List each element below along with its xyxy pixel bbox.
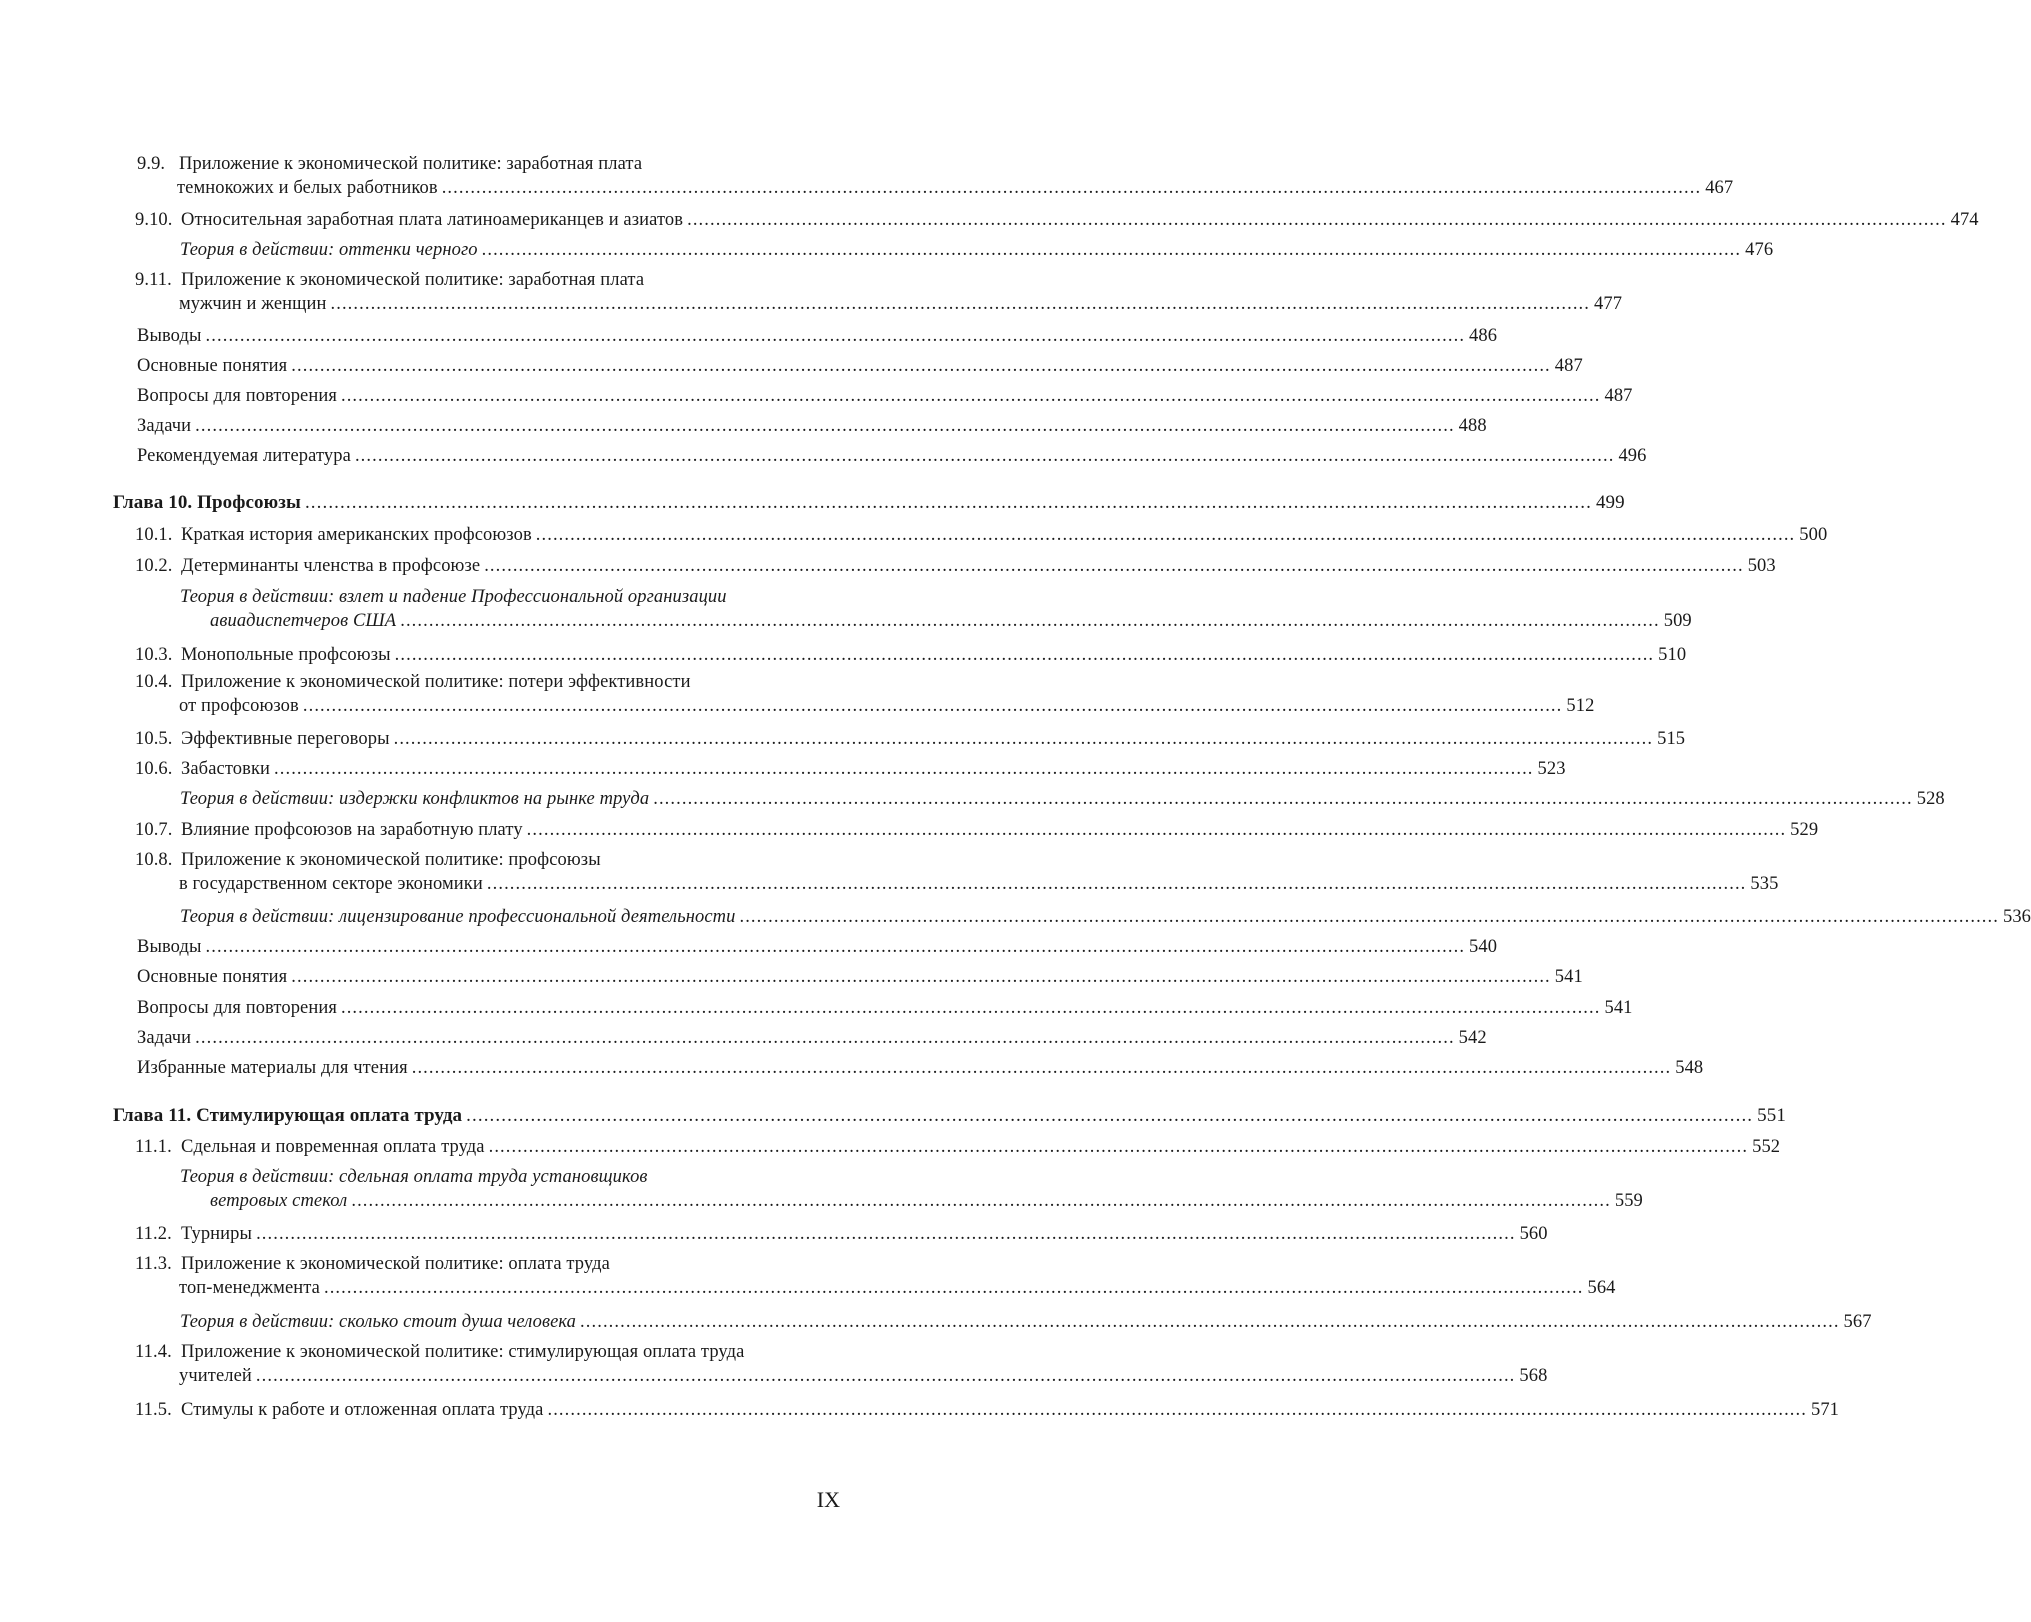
toc-item-number: 9.10. <box>135 210 173 230</box>
toc-item-number: 10.4. <box>135 672 173 692</box>
toc-item-number: 10.7. <box>135 820 173 840</box>
toc-item-number: 10.2. <box>135 556 173 576</box>
dot-leader: ............................................................................................................................................................................................................................ <box>739 907 1999 927</box>
dot-leader: ............................................................................................................................................................................................................................ <box>653 789 1913 809</box>
toc-page-number: 551 <box>1757 1105 1786 1126</box>
toc-item-number: 10.5. <box>135 729 173 749</box>
toc-item-title: Приложение к экономической политике: заработная плата <box>179 154 643 174</box>
toc-item-number: 10.6. <box>135 759 173 779</box>
toc-item-title: Теория в действии: издержки конфликтов на рынке труда <box>180 789 650 809</box>
toc-item-title: Приложение к экономической политике: заработная плата <box>181 270 645 290</box>
toc-item-title: Задачи <box>137 416 192 436</box>
toc-item-title: Эффективные переговоры <box>181 729 390 749</box>
toc-item-title: топ-менеджмента <box>179 1278 320 1298</box>
toc-item-title: Стимулы к работе и отложенная оплата труда <box>181 1400 544 1420</box>
toc-item-number: 11.4. <box>135 1342 172 1362</box>
toc-item-number: 11.1. <box>135 1137 172 1157</box>
toc-item-number: 9.11. <box>135 270 172 290</box>
toc-page-number: 523 <box>1537 759 1566 779</box>
dot-leader: ............................................................................................................................................................................................................................ <box>304 492 1592 513</box>
dot-leader: ............................................................................................................................................................................................................................ <box>340 386 1601 406</box>
toc-page-number: 535 <box>1750 874 1779 894</box>
toc-item-title: Сдельная и повременная оплата труда <box>181 1137 485 1157</box>
toc-item-title: Теория в действии: взлет и падение Профессиональной организации <box>180 587 727 607</box>
dot-leader: ............................................................................................................................................................................................................................ <box>256 1224 1516 1244</box>
dot-leader: ............................................................................................................................................................................................................................ <box>488 1137 1749 1157</box>
toc-item-title: Монопольные профсоюзы <box>181 645 391 665</box>
toc-item-title: Глава 11. Стимулирующая оплата труда <box>113 1105 463 1126</box>
dot-leader: ............................................................................................................................................................................................................................ <box>205 937 1466 957</box>
dot-leader: ............................................................................................................................................................................................................................ <box>302 696 1563 716</box>
toc-item-title: от профсоюзов <box>179 696 299 716</box>
dot-leader: ............................................................................................................................................................................................................................ <box>195 1028 1455 1048</box>
dot-leader: ............................................................................................................................................................................................................................ <box>400 611 1660 631</box>
toc-item-title: Приложение к экономической политике: оплата труда <box>181 1254 610 1274</box>
toc-item-title: Приложение к экономической политике: потери эффективности <box>181 672 691 692</box>
dot-leader: ............................................................................................................................................................................................................................ <box>466 1105 1754 1126</box>
toc-item-title: Основные понятия <box>137 967 288 987</box>
dot-leader: ............................................................................................................................................................................................................................ <box>354 446 1615 466</box>
toc-page-number: 536 <box>2002 907 2031 927</box>
toc-item-number: 11.2. <box>135 1224 172 1244</box>
toc-page-number: 499 <box>1595 492 1625 513</box>
dot-leader: ............................................................................................................................................................................................................................ <box>687 210 1947 230</box>
toc-page-number: 476 <box>1745 240 1774 260</box>
toc-item-title: учителей <box>179 1366 252 1386</box>
dot-leader: ............................................................................................................................................................................................................................ <box>441 178 1702 198</box>
toc-item-number: 9.9. <box>137 154 166 174</box>
toc-item-title: Влияние профсоюзов на заработную плату <box>181 820 523 840</box>
toc-item-title: Теория в действии: сдельная оплата труда установщиков <box>180 1167 648 1187</box>
toc-item-title: Теория в действии: сколько стоит душа человека <box>180 1312 577 1332</box>
toc-page-number: 564 <box>1587 1278 1616 1298</box>
toc-page-number: 542 <box>1458 1028 1487 1048</box>
toc-page-number: 541 <box>1554 967 1583 987</box>
toc-page-number: 529 <box>1790 820 1819 840</box>
dot-leader: ............................................................................................................................................................................................................................ <box>535 525 1796 545</box>
toc-page-number: 487 <box>1604 386 1633 406</box>
toc-item-title: Турниры <box>181 1224 253 1244</box>
toc-page-number: 515 <box>1657 729 1686 749</box>
toc-page-number: 567 <box>1843 1312 1872 1332</box>
toc-page-number: 512 <box>1566 696 1595 716</box>
toc-item-title: Рекомендуемая литература <box>137 446 351 466</box>
toc-item-number: 11.5. <box>135 1400 172 1420</box>
dot-leader: ............................................................................................................................................................................................................................ <box>274 759 1534 779</box>
toc-item-title: Детерминанты членства в профсоюзе <box>181 556 481 576</box>
toc-item-title: Приложение к экономической политике: профсоюзы <box>181 850 601 870</box>
dot-leader: ............................................................................................................................................................................................................................ <box>323 1278 1584 1298</box>
dot-leader: ............................................................................................................................................................................................................................ <box>547 1400 1807 1420</box>
toc-item-title: Выводы <box>137 326 202 346</box>
toc-item-title: темнокожих и белых работников <box>177 178 438 198</box>
toc-item-title: Теория в действии: оттенки черного <box>180 240 478 260</box>
dot-leader: ............................................................................................................................................................................................................................ <box>291 356 1551 376</box>
dot-leader: ............................................................................................................................................................................................................................ <box>340 998 1601 1018</box>
toc-page-number: 510 <box>1658 645 1687 665</box>
toc-item-title: Теория в действии: лицензирование профессиональной деятельности <box>180 907 736 927</box>
toc-item-title: Вопросы для повторения <box>137 386 337 406</box>
toc-page-number: 503 <box>1747 556 1776 576</box>
toc-page-number: 486 <box>1469 326 1498 346</box>
toc-item-title: мужчин и женщин <box>179 294 327 314</box>
toc-page-number: 552 <box>1752 1137 1781 1157</box>
dot-leader: ............................................................................................................................................................................................................................ <box>195 416 1455 436</box>
toc-item-title: Основные понятия <box>137 356 288 376</box>
toc-item-title: в государственном секторе экономики <box>179 874 483 894</box>
toc-item-title: Задачи <box>137 1028 192 1048</box>
dot-leader: ............................................................................................................................................................................................................................ <box>580 1312 1840 1332</box>
toc-item-title: Забастовки <box>181 759 271 779</box>
dot-leader: ............................................................................................................................................................................................................................ <box>486 874 1747 894</box>
toc-page-number: 487 <box>1554 356 1583 376</box>
toc-page-number: 467 <box>1705 178 1734 198</box>
dot-leader: ............................................................................................................................................................................................................................ <box>205 326 1466 346</box>
page-number: IX <box>816 1487 840 1512</box>
toc-item-title: ветровых стекол <box>210 1191 348 1211</box>
toc-item-title: Выводы <box>137 937 202 957</box>
dot-leader: ............................................................................................................................................................................................................................ <box>484 556 1744 576</box>
dot-leader: ............................................................................................................................................................................................................................ <box>255 1366 1516 1386</box>
toc-item-number: 11.3. <box>135 1254 172 1274</box>
toc-item-title: Относительная заработная плата латиноамериканцев и азиатов <box>181 210 684 230</box>
dot-leader: ............................................................................................................................................................................................................................ <box>411 1058 1672 1078</box>
dot-leader: ............................................................................................................................................................................................................................ <box>351 1191 1611 1211</box>
dot-leader: ............................................................................................................................................................................................................................ <box>393 729 1654 749</box>
toc-item-title: авиадиспетчеров США <box>210 611 397 631</box>
toc-page-number: 500 <box>1799 525 1828 545</box>
toc-item-number: 10.3. <box>135 645 173 665</box>
toc-page-number: 477 <box>1594 294 1623 314</box>
dot-leader: ............................................................................................................................................................................................................................ <box>394 645 1655 665</box>
toc-item-title: Приложение к экономической политике: стимулирующая оплата труда <box>181 1342 745 1362</box>
dot-leader: ............................................................................................................................................................................................................................ <box>526 820 1787 840</box>
toc-item-number: 10.1. <box>135 525 173 545</box>
toc-page-number: 548 <box>1675 1058 1704 1078</box>
toc-item-number: 10.8. <box>135 850 173 870</box>
toc-page-number: 509 <box>1663 611 1692 631</box>
toc-page-number: 560 <box>1519 1224 1548 1244</box>
dot-leader: ............................................................................................................................................................................................................................ <box>481 240 1742 260</box>
toc-page-number: 571 <box>1810 1400 1840 1420</box>
dot-leader: ............................................................................................................................................................................................................................ <box>291 967 1551 987</box>
toc-page-number: 474 <box>1950 210 1979 230</box>
toc-page-number: 496 <box>1618 446 1647 466</box>
toc-page-number: 568 <box>1519 1366 1548 1386</box>
toc-page-number: 541 <box>1604 998 1633 1018</box>
toc-item-title: Избранные материалы для чтения <box>137 1058 408 1078</box>
toc-page-number: 528 <box>1916 789 1945 809</box>
dot-leader: ............................................................................................................................................................................................................................ <box>330 294 1590 314</box>
toc-page-number: 559 <box>1614 1191 1643 1211</box>
toc-item-title: Вопросы для повторения <box>137 998 337 1018</box>
toc-item-title: Краткая история американских профсоюзов <box>181 525 532 545</box>
toc-page-number: 540 <box>1469 937 1498 957</box>
toc-item-title: Глава 10. Профсоюзы <box>113 492 301 513</box>
toc-page-number: 488 <box>1458 416 1487 436</box>
